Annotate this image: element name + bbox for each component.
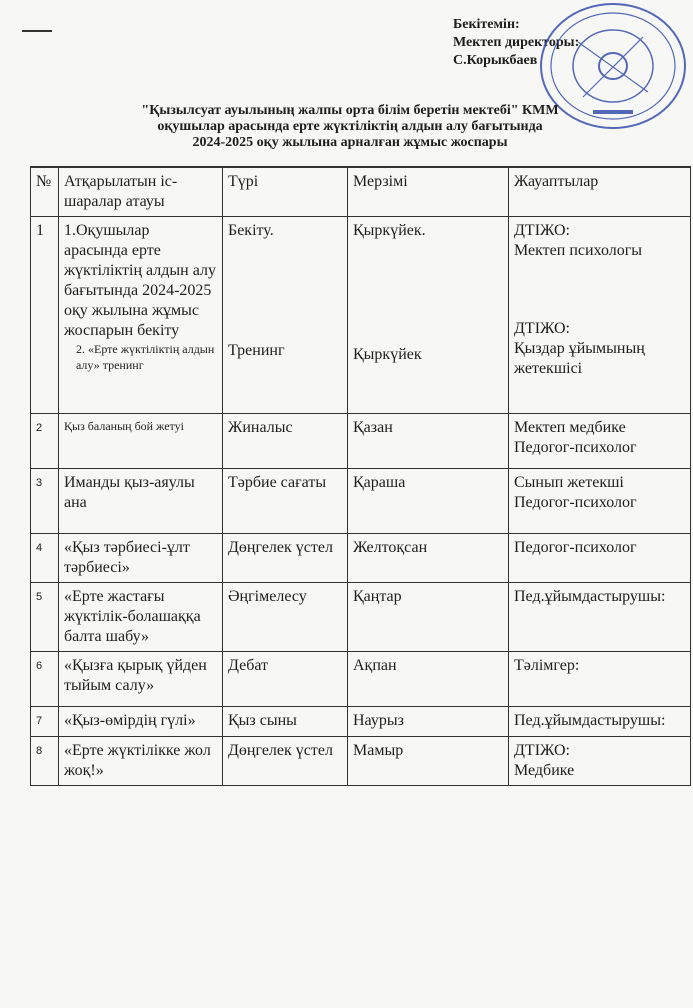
- resp-2: Педогог-психолог: [514, 494, 637, 511]
- resp-b2: Қыздар ұйымының жетекшісі: [514, 340, 645, 377]
- row-num: 7: [31, 707, 59, 737]
- row-responsible: Пед.ұйымдастырушы:: [509, 707, 691, 737]
- row-num: 5: [31, 583, 59, 652]
- row-date: [348, 217, 509, 414]
- type-b: Тренинг: [228, 342, 285, 359]
- resp-a1: ДТІЖО:: [514, 222, 570, 239]
- resp-2: Педогог-психолог: [514, 439, 637, 456]
- row-responsible: [509, 217, 691, 414]
- pen-mark: [22, 30, 52, 32]
- event-name-b: 2. «Ерте жүктіліктің алдын алу» тренинг: [76, 342, 215, 372]
- row-name: Иманды қыз-аяулы ана: [59, 469, 223, 534]
- resp-1: Мектеп медбике: [514, 419, 626, 436]
- row-name: «Қызға қырық үйден тыйым салу»: [59, 652, 223, 707]
- resp-2: Медбике: [514, 762, 575, 779]
- row-responsible: [509, 469, 691, 534]
- row-name: «Ерте жүктілікке жол жоқ!»: [59, 737, 223, 786]
- row-responsible: Тәлімгер:: [509, 652, 691, 707]
- row-num: 6: [31, 652, 59, 707]
- row-date: Мамыр: [348, 737, 509, 786]
- resp-1: ДТІЖО:: [514, 742, 570, 759]
- row-num: 8: [31, 737, 59, 786]
- row-responsible: Пед.ұйымдастырушы:: [509, 583, 691, 652]
- header-name: Атқарылатын іс-шаралар атауы: [59, 167, 223, 217]
- row-date: Қараша: [348, 469, 509, 534]
- approval-line-1: Бекітемін:: [453, 17, 520, 32]
- row-num: 1: [31, 217, 59, 414]
- row-num: 2: [31, 414, 59, 469]
- row-date: Наурыз: [348, 707, 509, 737]
- row-type: Тәрбие сағаты: [223, 469, 348, 534]
- header-date: Мерзімі: [348, 167, 509, 217]
- title-line-1: "Қызылсуат ауылының жалпы орта білім беретін мектебі" КММ: [141, 103, 559, 118]
- title-line-2: оқушылар арасында ерте жүктіліктің алдын алу бағытында: [157, 119, 543, 134]
- type-a: Бекіту.: [228, 222, 274, 239]
- row-name: «Ерте жастағы жүктілік-болашаққа балта шабу»: [59, 583, 223, 652]
- row-type: Дөңгелек үстел: [223, 534, 348, 583]
- date-a: Қыркүйек.: [353, 222, 426, 239]
- row-type: Әңгімелесу: [223, 583, 348, 652]
- table-row: [31, 707, 691, 737]
- event-name-a: 1.Оқушылар арасында ерте жүктіліктің алдын алу бағытында 2024-2025 оқу жылына жұмыс жоспарын бекіту: [64, 222, 216, 339]
- row-type: Қыз сыны: [223, 707, 348, 737]
- table-row: [31, 737, 691, 786]
- row-name: Қыз баланың бой жетуі: [59, 414, 223, 469]
- row-name: «Қыз тәрбиесі-ұлт тәрбиесі»: [59, 534, 223, 583]
- header-type: Түрі: [223, 167, 348, 217]
- table-row: [31, 583, 691, 652]
- row-type: Жиналыс: [223, 414, 348, 469]
- approval-line-2: Мектеп директоры:: [453, 35, 580, 50]
- table-row: [31, 652, 691, 707]
- row-num: 4: [31, 534, 59, 583]
- row-date: Қазан: [348, 414, 509, 469]
- row-responsible: [509, 737, 691, 786]
- row-type: Дебат: [223, 652, 348, 707]
- row-name: «Қыз-өмірдің гүлі»: [59, 707, 223, 737]
- header-responsible: Жауаптылар: [509, 167, 691, 217]
- title-line-3: 2024-2025 оқу жылына арналған жұмыс жоспары: [192, 135, 508, 150]
- table-row: [31, 469, 691, 534]
- row-responsible: [509, 414, 691, 469]
- document-title: [100, 103, 600, 151]
- row-date: Қаңтар: [348, 583, 509, 652]
- header-num: №: [31, 167, 59, 217]
- row-name: [59, 217, 223, 414]
- table-row: [31, 414, 691, 469]
- row-type: Дөңгелек үстел: [223, 737, 348, 786]
- row-num: 3: [31, 469, 59, 534]
- resp-b1: ДТІЖО:: [514, 320, 570, 337]
- table-header: [31, 167, 691, 217]
- table-row: [31, 534, 691, 583]
- row-date: Желтоқсан: [348, 534, 509, 583]
- work-plan-table: [30, 166, 691, 786]
- resp-a2: Мектеп психологы: [514, 242, 643, 259]
- row-responsible: Педогог-психолог: [509, 534, 691, 583]
- date-b: Қыркүйек: [353, 346, 422, 363]
- resp-1: Сынып жетекші: [514, 474, 624, 491]
- approval-line-3: С.Корыкбаев: [453, 53, 538, 68]
- row-type: [223, 217, 348, 414]
- row-date: Ақпан: [348, 652, 509, 707]
- table-row: [31, 217, 691, 414]
